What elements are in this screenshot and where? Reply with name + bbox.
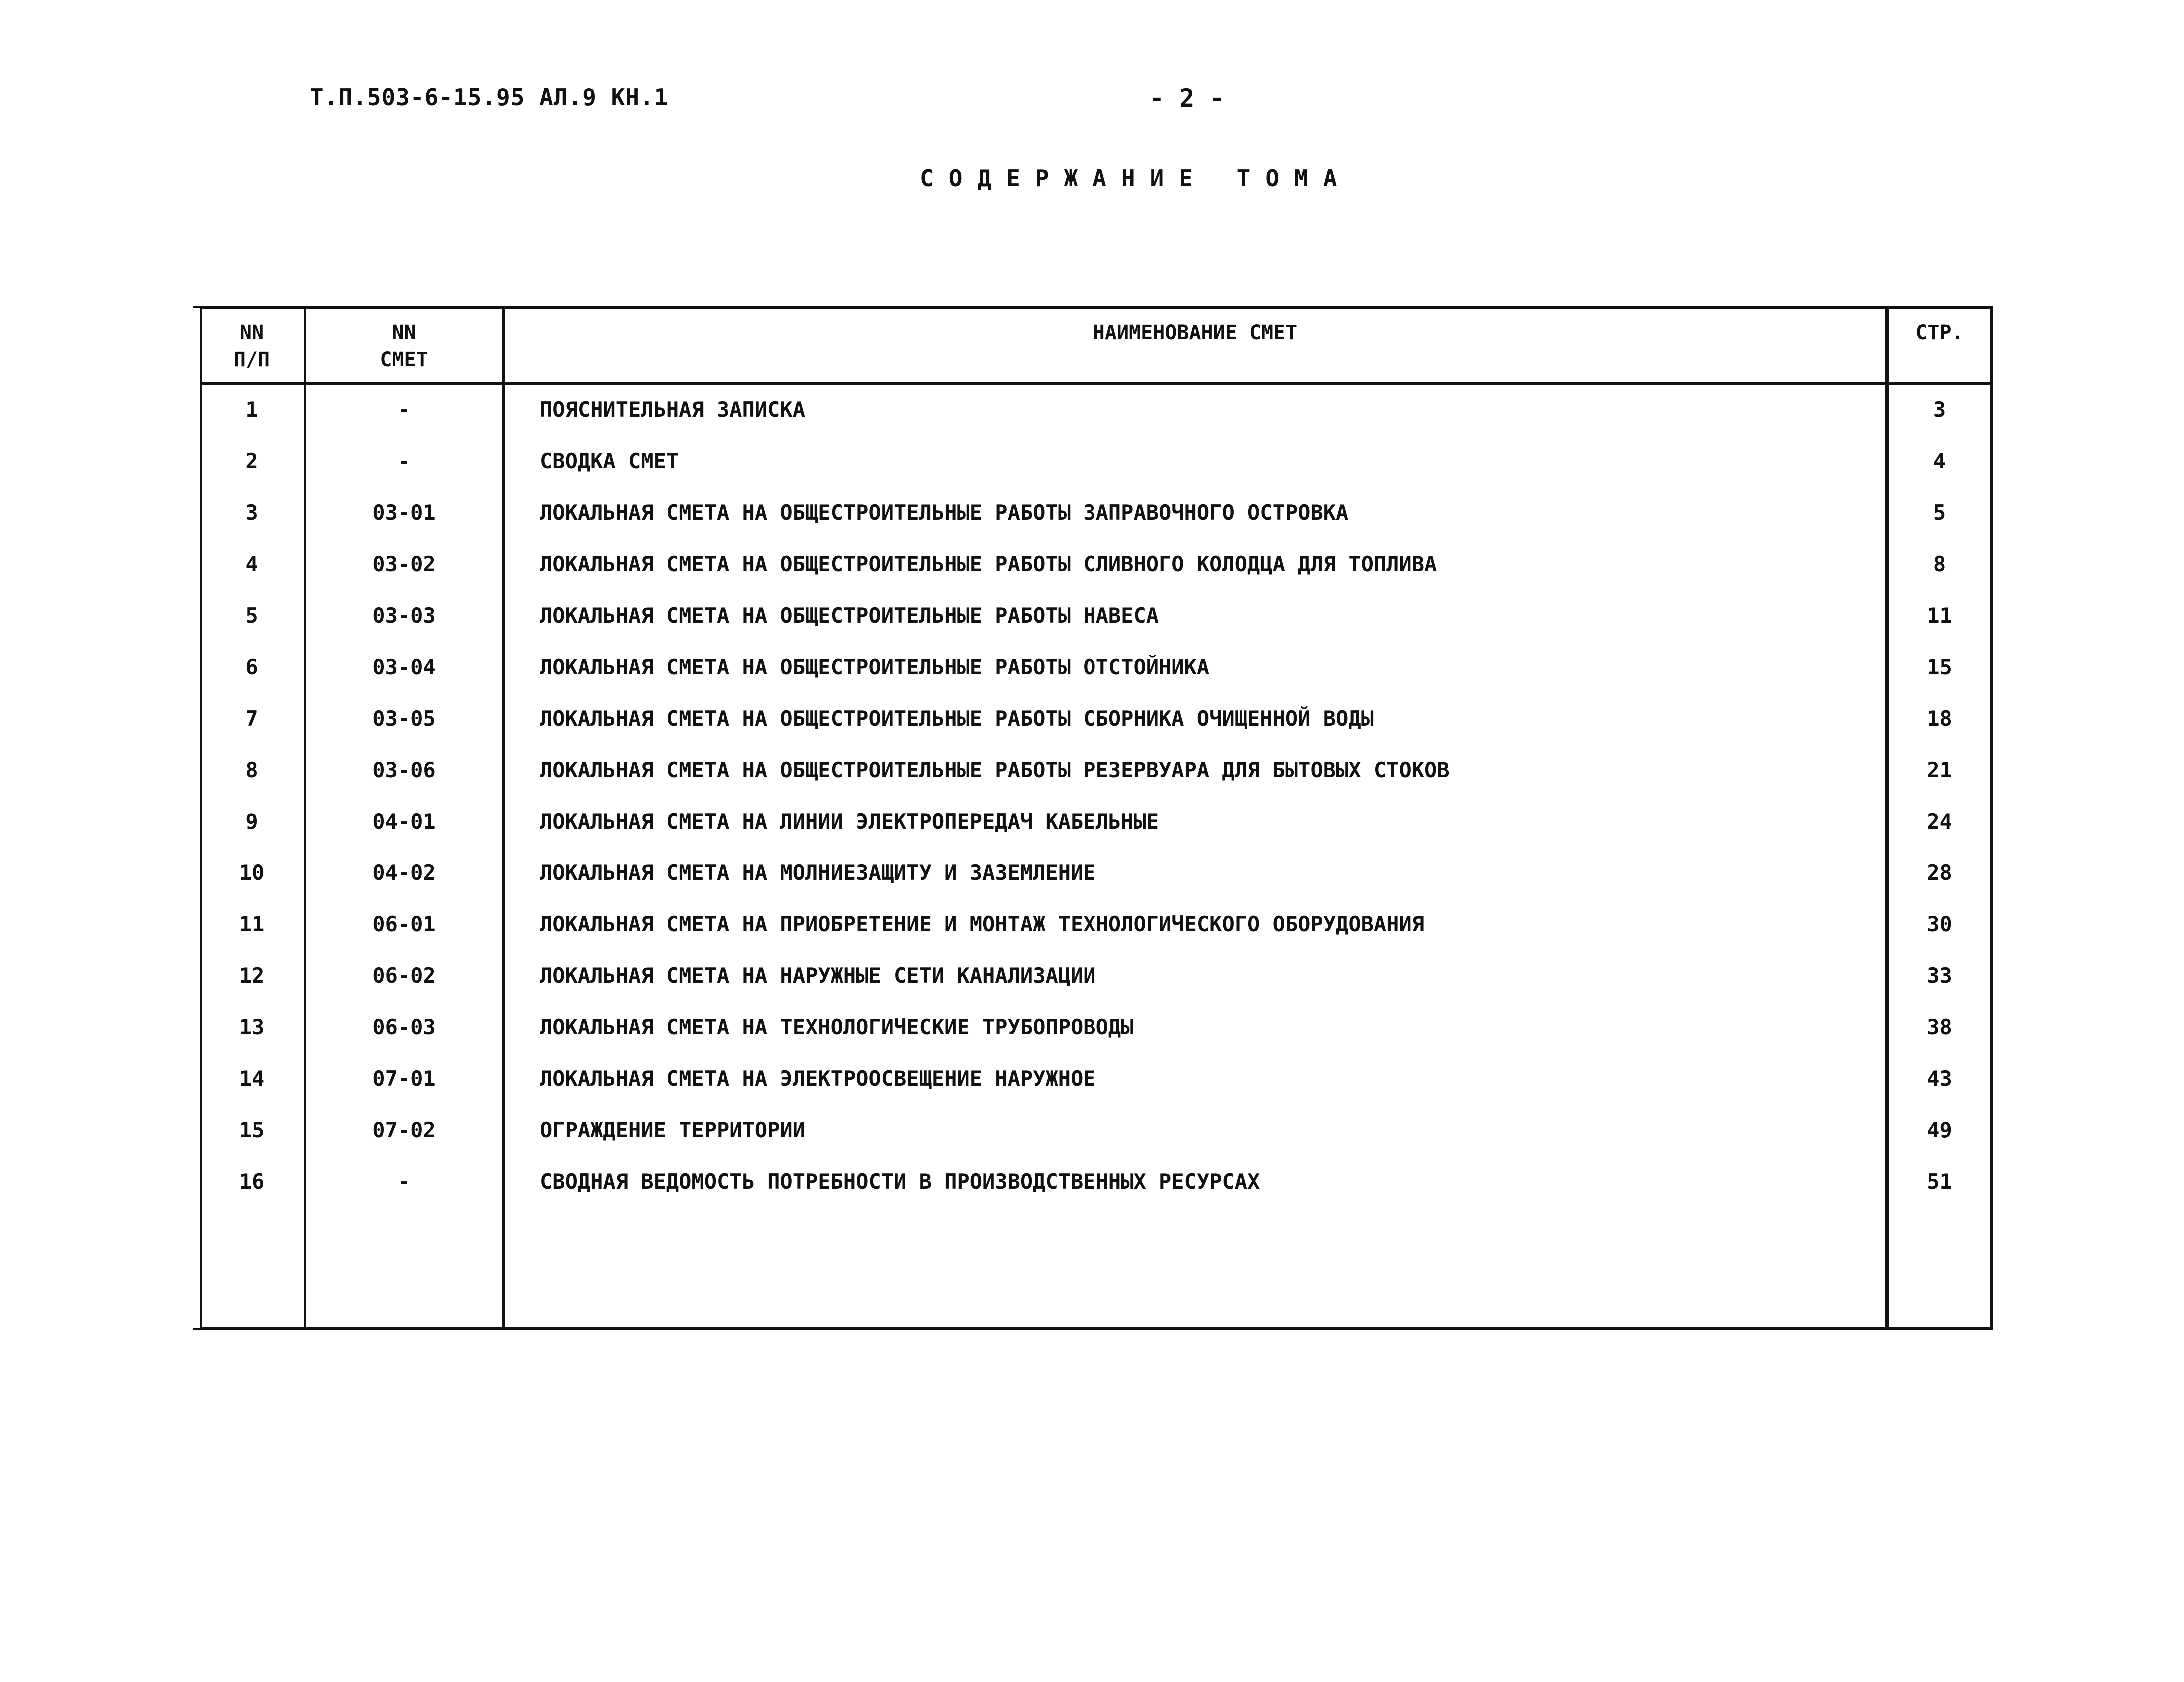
page-ref: 43 [1927,1066,1952,1091]
estimate-number: 07-01 [372,1066,436,1091]
row-number: 6 [245,655,258,679]
header-row-number [200,319,304,373]
column-divider [502,309,505,1327]
column-divider [1885,309,1889,1327]
estimate-name: ЛОКАЛЬНАЯ СМЕТА НА ОБЩЕСТРОИТЕЛЬНЫЕ РАБОТЫ ОТСТОЙНИКА [540,655,1210,679]
page-ref: 38 [1927,1015,1952,1039]
header-estimate-number [306,319,502,373]
row-number: 8 [245,758,258,782]
estimate-name: ОГРАЖДЕНИЕ ТЕРРИТОРИИ [540,1118,806,1142]
row-number: 15 [239,1118,265,1142]
page-ref: 4 [1933,449,1946,473]
estimate-number: 03-05 [372,706,436,731]
row-number: 14 [239,1066,265,1091]
page-ref: 24 [1927,809,1952,834]
estimate-number: - [397,397,411,422]
estimate-name: ЛОКАЛЬНАЯ СМЕТА НА ПРИОБРЕТЕНИЕ И МОНТАЖ ТЕХНОЛОГИЧЕСКОГО ОБОРУДОВАНИЯ [540,912,1425,936]
estimate-name: СВОДНАЯ ВЕДОМОСТЬ ПОТРЕБНОСТИ В ПРОИЗВОДСТВЕННЫХ РЕСУРСАХ [540,1169,1260,1194]
page-title: СОДЕРЖАНИЕ ТОМА [920,165,1352,192]
estimate-name: ЛОКАЛЬНАЯ СМЕТА НА ТЕХНОЛОГИЧЕСКИЕ ТРУБОПРОВОДЫ [540,1015,1134,1039]
estimate-name: ЛОКАЛЬНАЯ СМЕТА НА МОЛНИЕЗАЩИТУ И ЗАЗЕМЛЕНИЕ [540,860,1096,885]
estimate-number: 03-03 [372,603,436,628]
header-estimate-number-line2: СМЕТ [380,348,428,371]
estimate-number: 07-02 [372,1118,436,1142]
contents-table [200,306,1993,1330]
header-estimate-name: НАИМЕНОВАНИЕ СМЕТ [1092,321,1298,344]
page-ref: 8 [1933,552,1946,576]
estimate-name: ЛОКАЛЬНАЯ СМЕТА НА ЭЛЕКТРООСВЕЩЕНИЕ НАРУЖНОЕ [540,1066,1096,1091]
table-border-right [1990,309,1993,1327]
estimate-number: 04-01 [372,809,436,834]
row-number: 3 [245,500,258,525]
estimate-number: 06-01 [372,912,436,936]
estimate-name: ЛОКАЛЬНАЯ СМЕТА НА ЛИНИИ ЭЛЕКТРОПЕРЕДАЧ КАБЕЛЬНЫЕ [540,809,1159,834]
page-ref: 30 [1927,912,1952,936]
estimate-number: 06-03 [372,1015,436,1039]
header-estimate-number-line1: NN [392,321,416,344]
estimate-number: 03-04 [372,655,436,679]
row-number: 2 [245,449,258,473]
estimate-name: ЛОКАЛЬНАЯ СМЕТА НА ОБЩЕСТРОИТЕЛЬНЫЕ РАБОТЫ СЛИВНОГО КОЛОДЦА ДЛЯ ТОПЛИВА [540,552,1437,576]
row-number: 4 [245,552,258,576]
row-number: 12 [239,963,265,988]
row-number: 13 [239,1015,265,1039]
page-ref: 21 [1927,758,1952,782]
page-ref: 49 [1927,1118,1952,1142]
estimate-number: 03-06 [372,758,436,782]
document-code: Т.П.503-6-15.95 АЛ.9 КН.1 [310,84,669,111]
estimate-name: ЛОКАЛЬНАЯ СМЕТА НА ОБЩЕСТРОИТЕЛЬНЫЕ РАБОТЫ ЗАПРАВОЧНОГО ОСТРОВКА [540,500,1349,525]
row-number: 16 [239,1169,265,1194]
page-ref: 3 [1933,397,1946,422]
estimate-name: ЛОКАЛЬНАЯ СМЕТА НА ОБЩЕСТРОИТЕЛЬНЫЕ РАБОТЫ НАВЕСА [540,603,1159,628]
estimate-number: 03-01 [372,500,436,525]
page-ref: 11 [1927,603,1952,628]
header-row-number-line1: NN [239,321,264,344]
estimate-name: ПОЯСНИТЕЛЬНАЯ ЗАПИСКА [540,397,806,422]
header-page: СТР. [1915,321,1964,344]
estimate-number: 03-02 [372,552,436,576]
page-ref: 15 [1927,655,1952,679]
row-number: 11 [239,912,265,936]
estimate-number: 04-02 [372,860,436,885]
row-number: 10 [239,860,265,885]
row-number: 9 [245,809,258,834]
estimate-name: ЛОКАЛЬНАЯ СМЕТА НА ОБЩЕСТРОИТЕЛЬНЫЕ РАБОТЫ РЕЗЕРВУАРА ДЛЯ БЫТОВЫХ СТОКОВ [540,758,1450,782]
page-ref: 18 [1927,706,1952,731]
estimate-name: ЛОКАЛЬНАЯ СМЕТА НА НАРУЖНЫЕ СЕТИ КАНАЛИЗАЦИИ [540,963,1096,988]
estimate-number: - [397,449,411,473]
row-number: 1 [245,397,258,422]
estimate-number: 06-02 [372,963,436,988]
page-ref: 28 [1927,860,1952,885]
row-number: 5 [245,603,258,628]
page-ref: 33 [1927,963,1952,988]
header-divider [200,382,1993,385]
estimate-name: СВОДКА СМЕТ [540,449,679,473]
page-number: - 2 - [1149,84,1225,113]
row-number: 7 [245,706,258,731]
estimate-number: - [397,1169,411,1194]
page-ref: 51 [1927,1169,1952,1194]
page-ref: 5 [1933,500,1946,525]
header-row-number-line2: П/П [233,348,270,371]
estimate-name: ЛОКАЛЬНАЯ СМЕТА НА ОБЩЕСТРОИТЕЛЬНЫЕ РАБОТЫ СБОРНИКА ОЧИЩЕННОЙ ВОДЫ [540,706,1374,731]
